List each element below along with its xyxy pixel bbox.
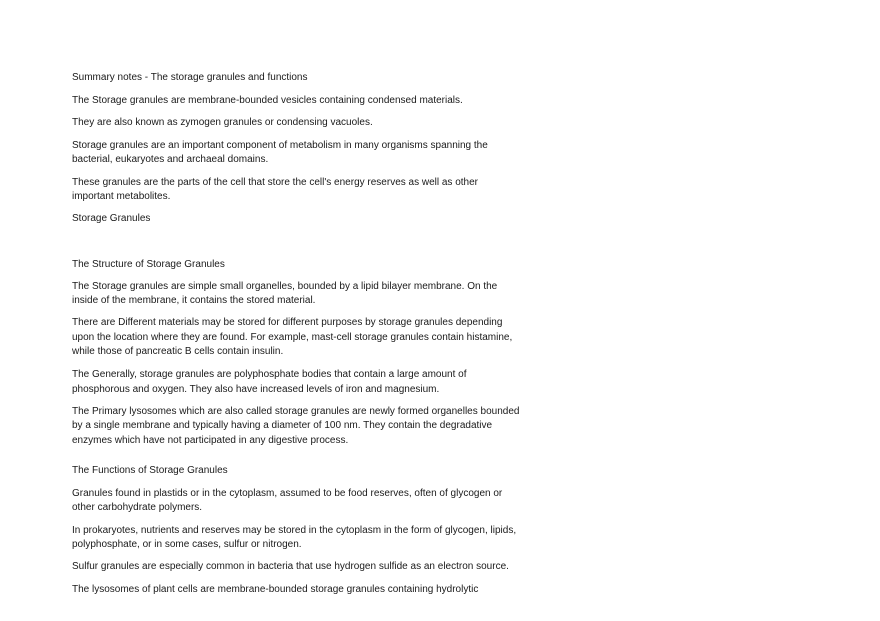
- text-line: Granules found in plastids or in the cytoplasm, assumed to be food reserves, often of glycogen or: [72, 488, 503, 499]
- text-line: polyphosphate, or in some cases, sulfur or nitrogen.: [72, 539, 302, 550]
- text-line: There are Different materials may be stored for different purposes by storage granules depending: [72, 317, 503, 328]
- text-line: The Generally, storage granules are polyphosphate bodies that contain a large amount of: [72, 369, 467, 380]
- text-line: The Primary lysosomes which are also called storage granules are newly formed organelles bounded: [72, 406, 520, 417]
- text-line: while those of pancreatic B cells contain insulin.: [72, 346, 284, 357]
- text-line: by a single membrane and typically having a diameter of 100 nm. They contain the degradative: [72, 420, 493, 431]
- text-line: phosphorous and oxygen. They also have increased levels of iron and magnesium.: [72, 384, 440, 395]
- text-line: upon the location where they are found. For example, mast-cell storage granules contain histamine,: [72, 332, 513, 343]
- text-line: inside of the membrane, it contains the stored material.: [72, 295, 316, 306]
- text-line: other carbohydrate polymers.: [72, 502, 203, 513]
- text-line: important metabolites.: [72, 191, 171, 202]
- text-line: In prokaryotes, nutrients and reserves may be stored in the cytoplasm in the form of glycogen, lipids,: [72, 525, 517, 536]
- text-line: The lysosomes of plant cells are membrane-bounded storage granules containing hydrolytic: [72, 584, 479, 595]
- text-line: Sulfur granules are especially common in bacteria that use hydrogen sulfide as an electron source.: [72, 561, 509, 572]
- text-line: Storage Granules: [72, 213, 151, 224]
- text-line: Summary notes - The storage granules and functions: [72, 72, 308, 83]
- text-line: These granules are the parts of the cell that store the cell's energy reserves as well as other: [72, 177, 479, 188]
- text-line: They are also known as zymogen granules or condensing vacuoles.: [72, 117, 373, 128]
- text-line: enzymes which have not participated in any digestive process.: [72, 435, 349, 446]
- text-line: The Storage granules are simple small organelles, bounded by a lipid bilayer membrane. On the: [72, 281, 498, 292]
- text-line: The Structure of Storage Granules: [72, 259, 225, 270]
- text-line: The Functions of Storage Granules: [72, 465, 228, 476]
- text-line: bacterial, eukaryotes and archaeal domains.: [72, 154, 269, 165]
- text-line: The Storage granules are membrane-bounded vesicles containing condensed materials.: [72, 95, 463, 106]
- text-line: Storage granules are an important component of metabolism in many organisms spanning the: [72, 140, 488, 151]
